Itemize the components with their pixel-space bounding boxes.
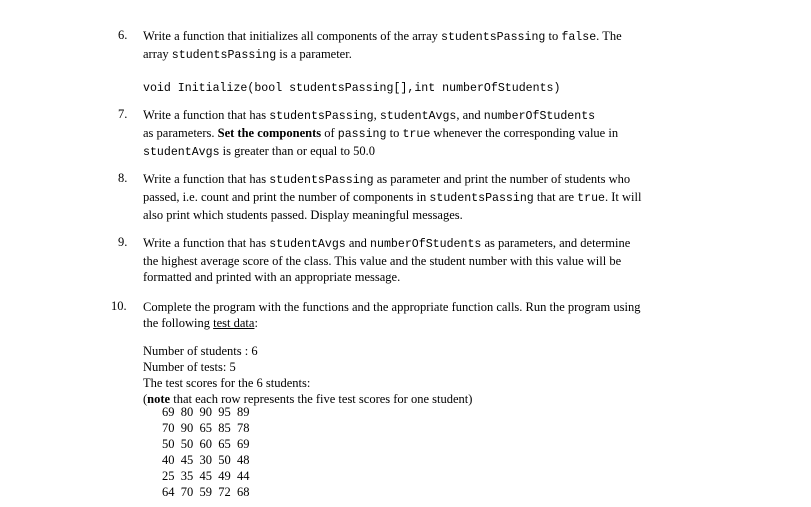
code-term: true xyxy=(577,192,606,205)
text: is a parameter. xyxy=(276,47,352,61)
text: , and xyxy=(456,108,484,122)
text: to xyxy=(386,126,403,140)
text: also print which students passed. Display meaningful messages. xyxy=(143,208,463,222)
text: as parameter and print the number of students who xyxy=(373,172,631,186)
score-row: 64 70 59 72 68 xyxy=(162,485,250,499)
score-row: 70 90 65 85 78 xyxy=(162,421,250,435)
text: of xyxy=(321,126,338,140)
question-number: 6. xyxy=(118,28,128,42)
text: Write a function that has xyxy=(143,172,270,186)
text: formatted and printed with an appropriate message. xyxy=(143,270,401,284)
tests-count: Number of tests: 5 xyxy=(143,360,236,374)
text: . It will xyxy=(605,190,642,204)
function-signature: void Initialize(bool studentsPassing[],int numberOfStudents) xyxy=(143,82,561,95)
text: the highest average score of the class. This value and the student number with this value will be xyxy=(143,254,622,268)
underlined-text: test data xyxy=(213,316,255,330)
score-row: 40 45 30 50 48 xyxy=(162,453,250,467)
text: and xyxy=(345,236,371,250)
question-number: 8. xyxy=(118,171,128,185)
code-term: numberOfStudents xyxy=(370,238,482,251)
scores-title: The test scores for the 6 students: xyxy=(143,376,311,390)
text: Write a function that has xyxy=(143,236,270,250)
code-term: studentAvgs xyxy=(269,238,346,251)
code-term: studentsPassing xyxy=(429,192,534,205)
text: to xyxy=(545,29,562,43)
text: that each row represents the five test scores for one student) xyxy=(170,392,473,406)
code-term: true xyxy=(402,128,431,141)
code-term: numberOfStudents xyxy=(483,110,596,123)
text: is greater than or equal to 50.0 xyxy=(219,144,376,158)
code-term: studentsPassing xyxy=(269,110,374,123)
text: Write a function that initializes all components of the array xyxy=(143,29,442,43)
text: . The xyxy=(596,29,622,43)
text: as parameters. xyxy=(143,126,218,140)
code-term: studentAvgs xyxy=(143,146,220,159)
text: as parameters, and determine xyxy=(481,236,631,250)
bold-text: Set the components xyxy=(217,126,322,140)
code-term: false xyxy=(561,31,597,44)
text: : xyxy=(254,316,258,330)
students-count: Number of students : 6 xyxy=(143,344,258,358)
code-term: passing xyxy=(337,128,387,141)
question-number: 10. xyxy=(111,299,127,313)
question-number: 7. xyxy=(118,107,128,121)
text: Complete the program with the functions and the appropriate function calls. Run the program using xyxy=(143,300,641,314)
code-term: studentsPassing xyxy=(269,174,374,187)
score-row: 50 50 60 65 69 xyxy=(162,437,250,451)
text: whenever the corresponding value in xyxy=(430,126,619,140)
code-term: studentsPassing xyxy=(441,31,546,44)
text: passed, i.e. count and print the number of components in xyxy=(143,190,430,204)
score-row: 25 35 45 49 44 xyxy=(162,469,250,483)
code-term: studentsPassing xyxy=(171,49,277,62)
score-table xyxy=(162,404,250,500)
text: array xyxy=(143,47,172,61)
bold-text: note xyxy=(147,392,171,406)
text: the following xyxy=(143,316,214,330)
text: , xyxy=(373,108,380,122)
question-number: 9. xyxy=(118,235,128,249)
score-row: 69 80 90 95 89 xyxy=(162,405,250,419)
text: that are xyxy=(533,190,578,204)
text: ( xyxy=(143,392,148,406)
code-term: studentAvgs xyxy=(379,110,457,123)
text: Write a function that has xyxy=(143,108,270,122)
